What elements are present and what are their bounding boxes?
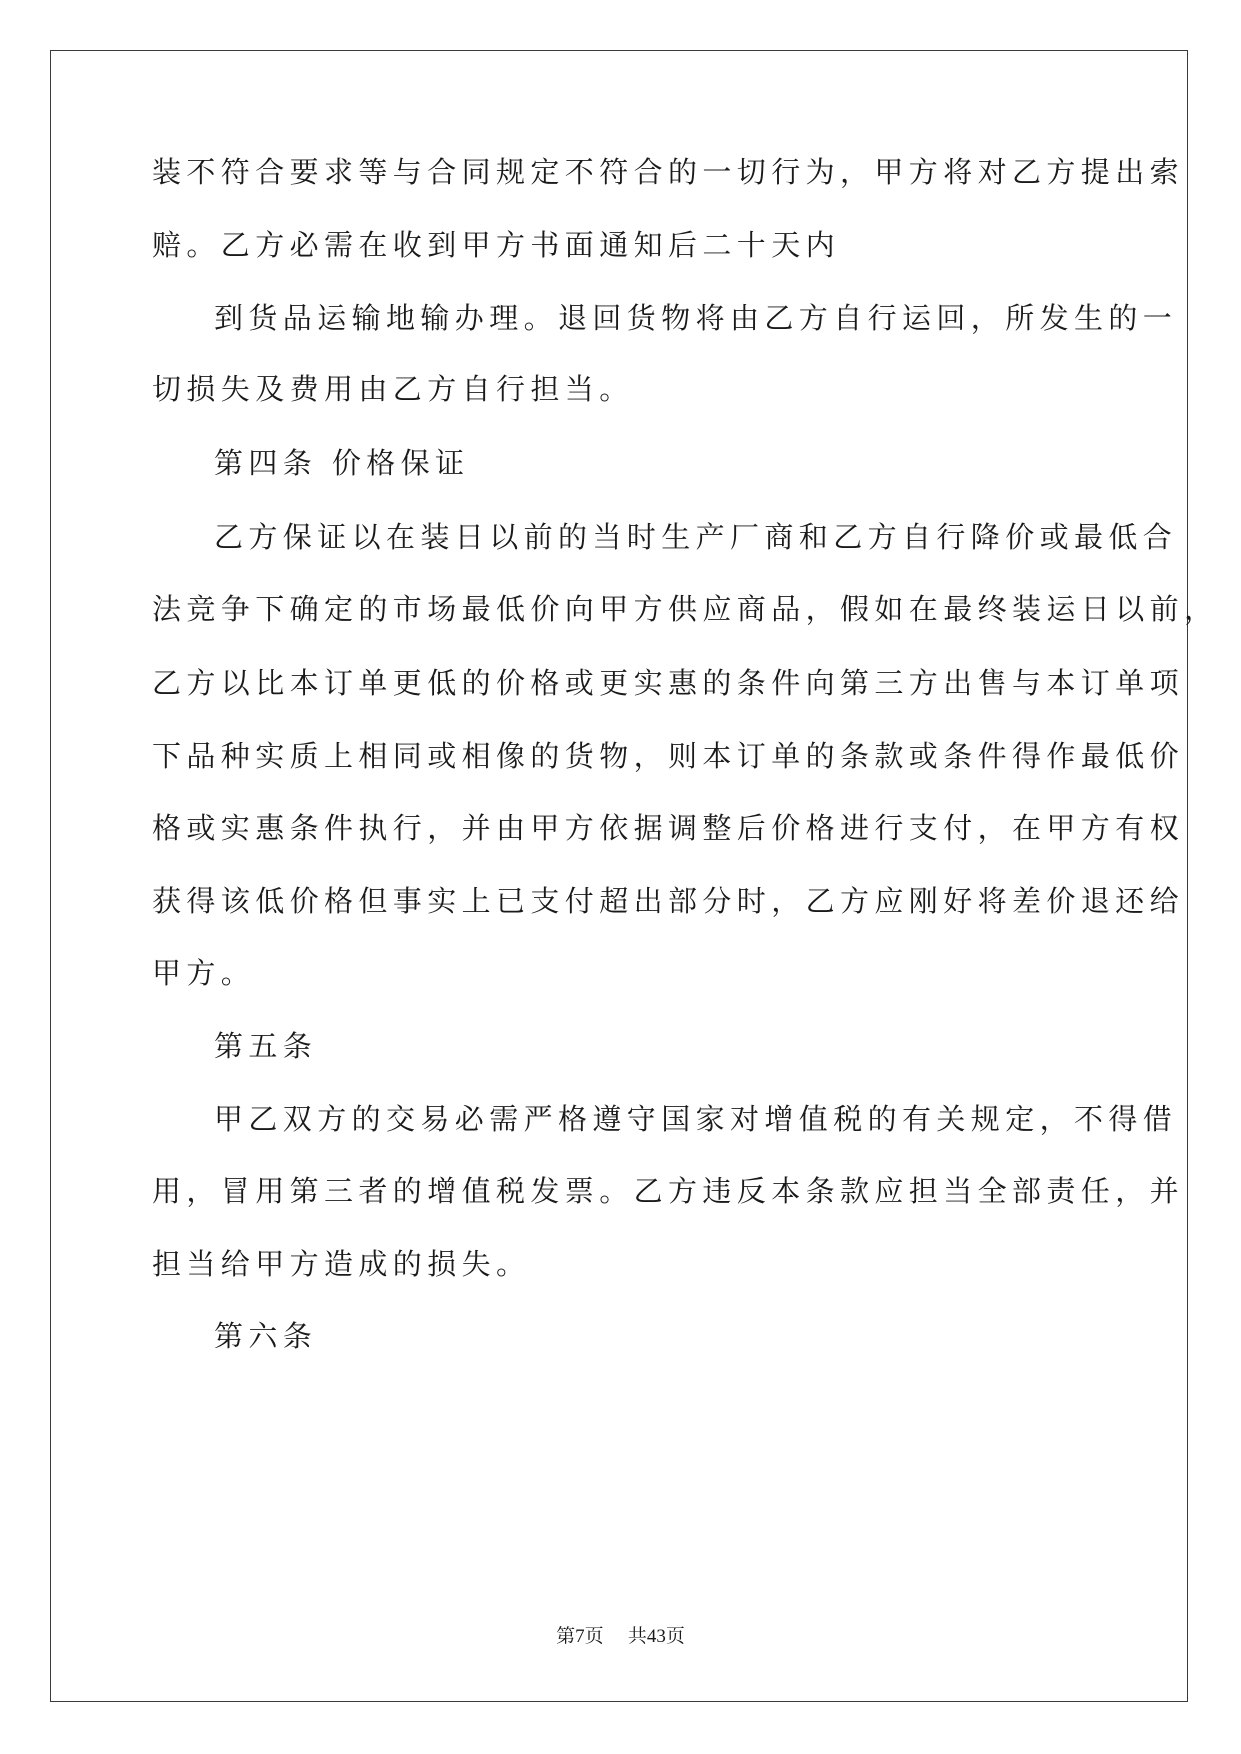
body-line-8: 乙方以比本订单更低的价格或更实惠的条件向第三方出售与本订单项 [152,666,1185,700]
body-line-2: 赔。乙方必需在收到甲方书面通知后二十天内 [152,228,841,262]
body-line-6: 乙方保证以在装日以前的当时生产厂商和乙方自行降价或最低合 [214,520,1178,554]
body-line-11: 获得该低价格但事实上已支付超出部分时，乙方应刚好将差价退还给 [152,884,1185,918]
body-line-9: 下品种实质上相同或相像的货物，则本订单的条款或条件得作最低价 [152,739,1185,773]
footer-total-pages: 43 [646,1626,666,1647]
body-line-16: 担当给甲方造成的损失。 [152,1247,531,1281]
footer-page-suffix: 页 [584,1625,604,1647]
footer-page-number: 7 [575,1626,585,1647]
page-footer [0,1624,1241,1649]
footer-prefix: 第 [556,1625,576,1647]
article-5-heading: 第五条 [214,1029,318,1063]
body-line-4: 切损失及费用由乙方自行担当。 [152,372,634,406]
body-line-1: 装不符合要求等与合同规定不符合的一切行为，甲方将对乙方提出索 [152,155,1185,189]
body-line-12: 甲方。 [152,956,256,990]
body-line-15: 用，冒用第三者的增值税发票。乙方违反本条款应担当全部责任，并 [152,1174,1185,1208]
article-6-heading: 第六条 [214,1319,318,1353]
footer-total-suffix: 页 [665,1625,685,1647]
body-line-7: 法竞争下确定的市场最低价向甲方供应商品，假如在最终装运日以前， [152,592,1219,626]
body-line-10: 格或实惠条件执行，并由甲方依据调整后价格进行支付，在甲方有权 [152,811,1185,845]
body-line-14: 甲乙双方的交易必需严格遵守国家对增值税的有关规定，不得借 [214,1102,1178,1136]
article-4-heading: 第四条 价格保证 [214,446,470,480]
body-line-3: 到货品运输地输办理。退回货物将由乙方自行运回，所发生的一 [214,301,1178,335]
footer-total-prefix: 共 [627,1625,647,1647]
